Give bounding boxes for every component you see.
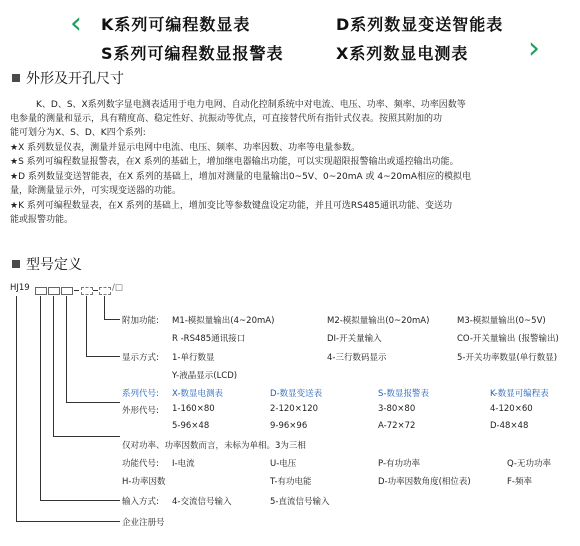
registration-label: 企业注册号 (122, 518, 165, 528)
shape-option: 5-96×48 (172, 421, 210, 431)
addon-label: 附加功能: (122, 316, 159, 326)
intro-line: ★D 系列数显变送智能表，在X 系列的基础上，增加对测量的电量输出0~5V、0~20mA 或 4~20mA相应的模拟电 (10, 172, 472, 182)
display-option: 4-三行数码显示 (327, 353, 387, 363)
shape-label: 外形代号: (122, 406, 159, 416)
intro-line: 电参量的测量和显示，具有精度高、稳定性好、抗振动等优点，可直接替代所有指针式仪表。按照其附加的功 (10, 114, 443, 124)
input-option: 5-直流信号输入 (270, 497, 330, 507)
header-s-series: S系列可编程数显报警表 (101, 44, 284, 63)
series-option: S-数显报警表 (378, 389, 429, 399)
header-d-series: D系列数显变送智能表 (336, 15, 504, 34)
display-option: Y-液晶显示(LCD) (172, 371, 238, 381)
function-option: I-电流 (172, 459, 195, 469)
shape-option: 3-80×80 (378, 404, 416, 414)
addon-option: DI-开关量输入 (327, 334, 382, 344)
addon-option: R -RS485通讯接口 (172, 334, 246, 344)
series-label: 系列代号: (122, 389, 159, 399)
function-option: F-频率 (507, 477, 532, 487)
function-label: 功能代号: (122, 459, 159, 469)
square-bullet-icon (12, 74, 20, 82)
function-option: U-电压 (270, 459, 297, 469)
function-option: D-功率因数角度(相位表) (378, 477, 471, 487)
code-box (81, 287, 93, 295)
input-label: 输入方式: (122, 497, 159, 507)
phase-note: 仅对功率、功率因数而言，未标为单相。3为三相 (122, 441, 306, 451)
addon-option: M3-模拟量输出(0~5V) (457, 316, 546, 326)
model-suffix: /□ (112, 283, 123, 293)
code-box (61, 287, 73, 295)
chevron-right-icon[interactable]: › (528, 31, 540, 66)
code-box (48, 287, 60, 295)
series-option: K-数显可编程表 (490, 389, 549, 399)
display-option: 1-单行数显 (172, 353, 215, 363)
function-option: T-有功电能 (270, 477, 312, 487)
shape-option: D-48×48 (490, 421, 529, 431)
shape-option: A-72×72 (378, 421, 416, 431)
series-option: X-数显电测表 (172, 389, 223, 399)
input-option: 4-交流信号输入 (172, 497, 232, 507)
shape-option: 1-160×80 (172, 404, 215, 414)
intro-line: ★S 系列可编程数显报警表，在X 系列的基础上，增加继电器输出功能，可以实现超限报警输出或遥控输出功能。 (10, 157, 459, 167)
section-title-dimensions: 外形及开孔尺寸 (12, 68, 124, 88)
model-prefix: HJ19 (10, 283, 30, 293)
addon-option: M1-模拟量输出(4~20mA) (172, 316, 275, 326)
shape-option: 9-96×96 (270, 421, 308, 431)
square-bullet-icon (12, 260, 20, 268)
chevron-left-icon[interactable]: ‹ (70, 6, 82, 41)
display-label: 显示方式: (122, 353, 159, 363)
intro-line: ★K 系列可编程数显表，在X 系列的基础上，增加变比等参数键盘设定功能，并且可选RS485通讯功能、变送功 (10, 201, 453, 211)
code-box (99, 287, 111, 295)
function-option: P-有功功率 (378, 459, 421, 469)
intro-line: 量，除测量显示外，可实现变送器的功能。 (10, 186, 182, 196)
intro-line: 能或报警功能。 (10, 215, 74, 225)
code-box (35, 287, 47, 295)
header-k-series: K系列可编程数显表 (101, 15, 251, 34)
intro-line: K、D、S、X系列数字显电测表适用于电力电网、自动化控制系统中对电流、电压、功率、频率、功率因数等 (36, 100, 466, 110)
addon-option: CO-开关量输出 (报警输出) (457, 334, 559, 344)
intro-line: 能可划分为X、S、D、K四个系列: (10, 128, 146, 138)
shape-option: 2-120×120 (270, 404, 319, 414)
display-option: 5-开关功率数显(单行数显) (457, 353, 558, 363)
function-option: H-功率因数 (122, 477, 166, 487)
function-option: Q-无功功率 (507, 459, 551, 469)
addon-option: M2-模拟量输出(0~20mA) (327, 316, 430, 326)
series-option: D-数显变送表 (270, 389, 323, 399)
section-title-model: 型号定义 (12, 254, 82, 274)
shape-option: 4-120×60 (490, 404, 533, 414)
intro-line: ★X 系列数显仪表，测量并显示电网中电流、电压、频率、功率因数、功率等电量参数。 (10, 143, 361, 153)
header-x-series: X系列数显电测表 (336, 44, 469, 63)
